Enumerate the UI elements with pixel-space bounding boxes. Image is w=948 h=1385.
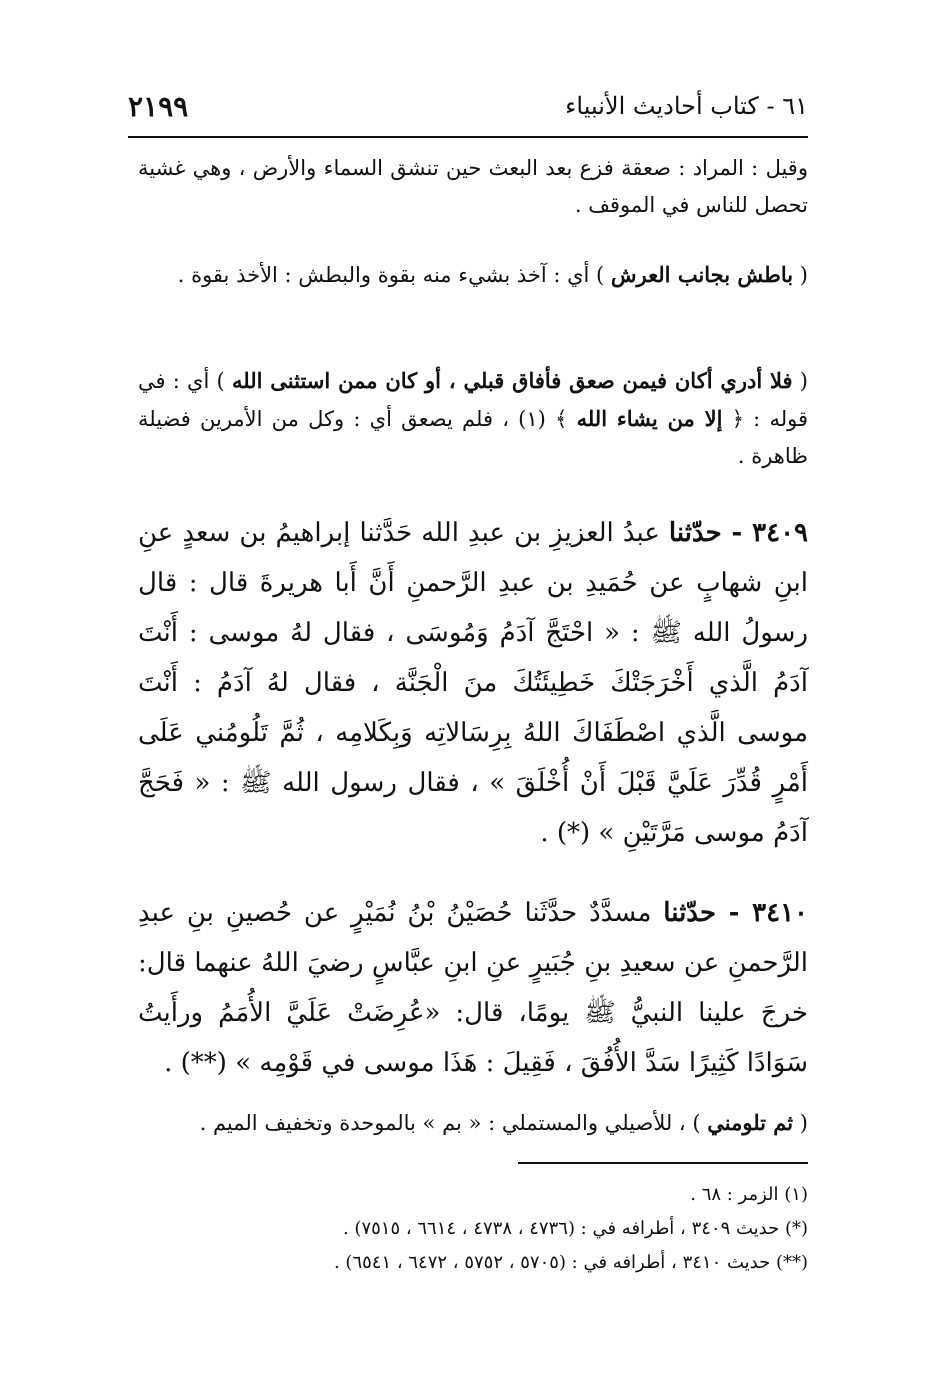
commentary-paragraph-2 [138, 256, 808, 294]
hadith-number: ٣٤٠٩ [752, 518, 808, 548]
hadith-lead: - حدّثنا [668, 518, 753, 548]
hadith-3409 [138, 508, 808, 858]
explained-phrase: فلا أدري أكان فيمن صعق فأفاق قبلي ، أو كان ممن استثنى الله [231, 368, 793, 393]
page-number: ٢١٩٩ [128, 90, 189, 123]
footnote-rule [518, 1162, 808, 1164]
commentary-paragraph-4 [138, 1104, 808, 1142]
bracket-open: ( [792, 369, 808, 393]
hadith-text: مسدَّدٌ حدَّثَنا حُصَيْنُ بْنُ نُمَيْرٍ عن حُصينِ بنِ عبدِ الرَّحمنِ عن سعيدِ بنِ جُبَيرٍ عنِ ابنِ عبَّاسٍ رضيَ اللهُ عنهما قال: خرجَ علينا النبيُّ ﷺ يومًا، قال: «عُرِضَتْ عَلَيَّ الأُمَمُ ورأَيتُ سَوَادًا كَثِيرًا سَدَّ الأُفُقَ ، فَقِيلَ : هَذَا موسى في قَوْمِه » (**) . [138, 898, 808, 1078]
commentary-text: وقيل : المراد : صعقة فزع بعد البعث حين تنشق السماء والأرض ، وهي غشية تحصل للناس في الموقف . [138, 156, 808, 217]
hadith-3410 [138, 888, 808, 1088]
header-rule [128, 136, 808, 138]
hadith-text: عبدُ العزيزِ بن عبدِ الله حَدَّثنا إبراهيمُ بن سعدٍ عنِ ابنِ شهابٍ عن حُمَيدِ بن عبدِ الرَّحمنِ أَنَّ أَبا هريرةَ قال : قال رسولُ الله ﷺ : « احْتَجَّ آدَمُ وَمُوسَى ، فقال لهُ موسى : أَنْتَ آدَمُ الَّذي أَخْرَجَتْكَ خَطِيئَتُكَ منَ الْجَنَّة ، فقال لهُ آدَمُ : أَنْتَ موسى الَّذي اصْطَفَاكَ اللهُ بِرِسَالاتِه وَبِكَلامِه ، ثُمَّ تَلُومُني عَلَى أَمْرٍ قُدِّرَ عَلَيَّ قَبْلَ أَنْ أُخْلَقَ » ، فقال رسول الله ﷺ : « فَحَجَّ آدَمُ موسى مَرَّتَيْنِ » (*) . [138, 518, 808, 848]
footnote-1: (١) الزمر : ٦٨ . [690, 1184, 808, 1205]
footnotes [138, 1178, 808, 1280]
explained-phrase: باطش بجانب العرش [610, 262, 794, 287]
hadith-lead: - حدّثنا [663, 898, 753, 928]
page-header [128, 92, 808, 128]
explanation-text: ) أي : في قوله : ﴿ [138, 369, 809, 431]
bracket-open: ( [793, 1111, 808, 1135]
running-title: ٦١ - كتاب أحاديث الأنبياء [565, 92, 808, 120]
bracket-open: ( [793, 263, 808, 287]
quran-quote: إلا من يشاء الله [576, 406, 723, 431]
commentary-paragraph-3 [138, 362, 808, 475]
commentary-paragraph-1 [138, 150, 808, 224]
footnote-3: (**) حديث ٣٤١٠ ، أطرافه في : (٥٧٠٥ ، ٥٧٥٢ ، ٦٤٧٢ ، ٦٥٤١) . [333, 1252, 808, 1273]
footnote-2: (*) حديث ٣٤٠٩ ، أطرافه في : (٤٧٣٦ ، ٤٧٣٨ ، ٦٦١٤ ، ٧٥١٥) . [342, 1218, 808, 1239]
hadith-number: ٣٤١٠ [752, 898, 808, 928]
explanation-text: ﴾ (١) ، فلم يصعق أي : وكل من الأمرين فضيلة ظاهرة . [138, 407, 808, 468]
explanation-text: ) أي : آخذ بشيء منه بقوة والبطش : الأخذ بقوة . [177, 263, 611, 287]
explained-phrase: ثم تلومني [707, 1110, 794, 1135]
explanation-text: ) ، للأصيلي والمستملي : « بم » بالموحدة وتخفيف الميم . [199, 1111, 708, 1135]
